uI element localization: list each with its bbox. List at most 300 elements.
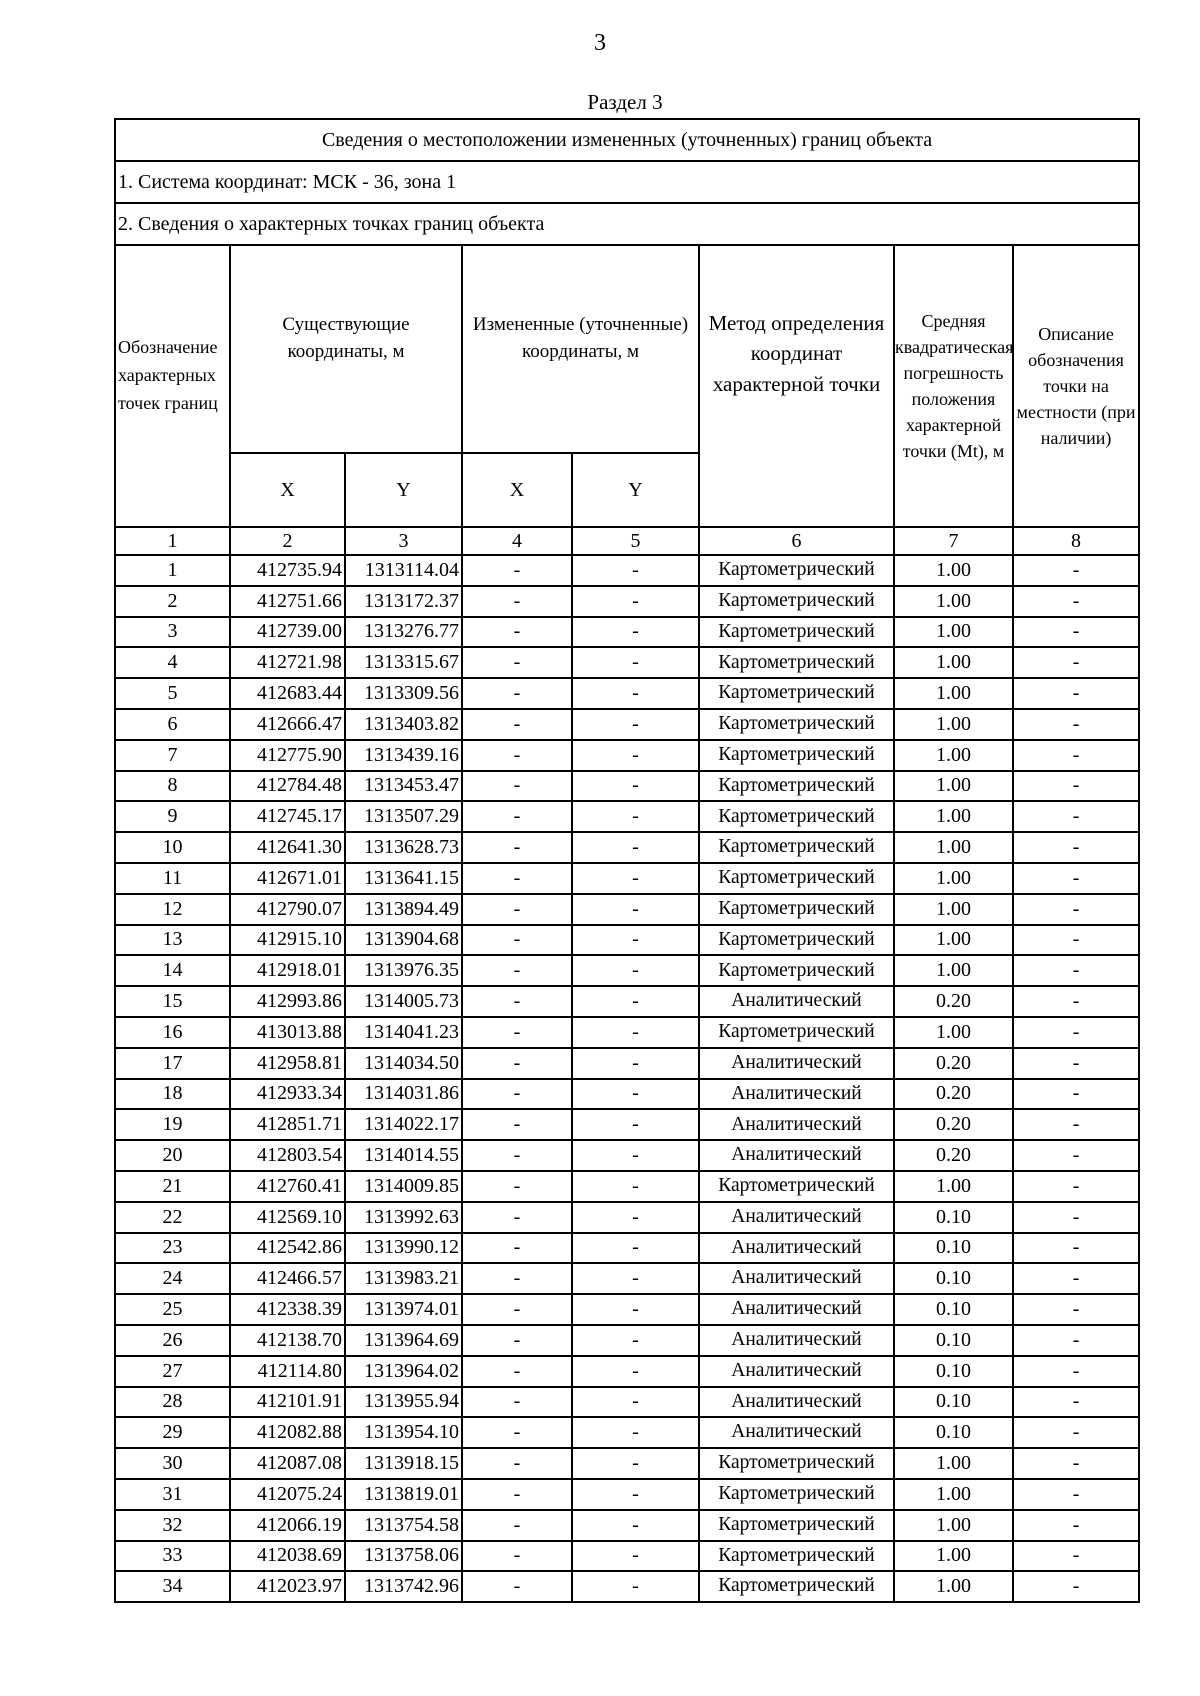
method-value: Картометрический — [699, 1479, 894, 1510]
method-value: Картометрический — [699, 647, 894, 678]
method-value: Картометрический — [699, 832, 894, 863]
method-value: Аналитический — [699, 1202, 894, 1233]
method-value: Картометрический — [699, 740, 894, 771]
changed-x-value: - — [462, 1387, 572, 1418]
error-value: 0.10 — [894, 1202, 1013, 1233]
existing-y-value: 1314014.55 — [345, 1140, 462, 1171]
changed-x-value: - — [462, 1571, 572, 1602]
method-value: Аналитический — [699, 1263, 894, 1294]
point-number: 24 — [115, 1263, 230, 1294]
error-value: 0.10 — [894, 1233, 1013, 1264]
point-number: 5 — [115, 678, 230, 709]
changed-y-value: - — [572, 617, 699, 648]
table-row — [115, 1479, 1139, 1510]
changed-y-value: - — [572, 586, 699, 617]
changed-x-value: - — [462, 1140, 572, 1171]
method-value: Картометрический — [699, 801, 894, 832]
column-number: 1 — [115, 527, 230, 555]
changed-x-value: - — [462, 894, 572, 925]
changed-x-value: - — [462, 801, 572, 832]
error-value: 0.20 — [894, 986, 1013, 1017]
method-value: Аналитический — [699, 986, 894, 1017]
existing-y-value: 1313992.63 — [345, 1202, 462, 1233]
method-value: Картометрический — [699, 1571, 894, 1602]
table-row — [115, 1541, 1139, 1572]
boundary-points-table — [114, 118, 1140, 1603]
existing-y-value: 1313954.10 — [345, 1417, 462, 1448]
existing-y-value: 1313819.01 — [345, 1479, 462, 1510]
changed-x-value: - — [462, 709, 572, 740]
table-row — [115, 1109, 1139, 1140]
existing-y-value: 1314034.50 — [345, 1048, 462, 1079]
point-number: 19 — [115, 1109, 230, 1140]
method-value: Аналитический — [699, 1294, 894, 1325]
column-header-changed: Измененные (уточненные) координаты, м — [462, 245, 699, 453]
existing-y-value: 1313439.16 — [345, 740, 462, 771]
error-value: 1.00 — [894, 740, 1013, 771]
method-value: Картометрический — [699, 863, 894, 894]
changed-x-value: - — [462, 1079, 572, 1110]
description-value: - — [1013, 1325, 1139, 1356]
error-value: 0.20 — [894, 1140, 1013, 1171]
existing-y-value: 1313114.04 — [345, 555, 462, 586]
existing-x-value: 412721.98 — [230, 647, 345, 678]
table-row — [115, 1171, 1139, 1202]
changed-y-value: - — [572, 1325, 699, 1356]
column-number: 3 — [345, 527, 462, 555]
error-value: 0.20 — [894, 1079, 1013, 1110]
page-number: 3 — [594, 30, 606, 56]
table-row — [115, 771, 1139, 802]
changed-y-value: - — [572, 925, 699, 956]
method-value: Картометрический — [699, 1510, 894, 1541]
description-value: - — [1013, 1356, 1139, 1387]
method-value: Аналитический — [699, 1109, 894, 1140]
error-value: 1.00 — [894, 709, 1013, 740]
method-value: Картометрический — [699, 1017, 894, 1048]
description-value: - — [1013, 1479, 1139, 1510]
changed-x-value: - — [462, 1171, 572, 1202]
description-value: - — [1013, 678, 1139, 709]
changed-y-value: - — [572, 1510, 699, 1541]
changed-y-value: - — [572, 1448, 699, 1479]
existing-x-value: 412114.80 — [230, 1356, 345, 1387]
existing-y-value: 1313309.56 — [345, 678, 462, 709]
method-value: Картометрический — [699, 586, 894, 617]
method-value: Аналитический — [699, 1048, 894, 1079]
existing-y-value: 1313742.96 — [345, 1571, 462, 1602]
existing-x-value: 412915.10 — [230, 925, 345, 956]
error-value: 0.10 — [894, 1294, 1013, 1325]
description-value: - — [1013, 555, 1139, 586]
table-row — [115, 1294, 1139, 1325]
error-value: 1.00 — [894, 1571, 1013, 1602]
point-number: 20 — [115, 1140, 230, 1171]
changed-x-value: - — [462, 647, 572, 678]
points-heading-row — [115, 203, 1139, 245]
method-value: Картометрический — [699, 955, 894, 986]
changed-x-value: - — [462, 1541, 572, 1572]
point-number: 6 — [115, 709, 230, 740]
changed-x-value: - — [462, 1017, 572, 1048]
changed-y-value: - — [572, 955, 699, 986]
changed-y-value: - — [572, 1294, 699, 1325]
table-row — [115, 925, 1139, 956]
description-value: - — [1013, 1294, 1139, 1325]
changed-x-value: - — [462, 1202, 572, 1233]
changed-x-value: - — [462, 832, 572, 863]
point-number: 9 — [115, 801, 230, 832]
table-row — [115, 1325, 1139, 1356]
existing-x-value: 412082.88 — [230, 1417, 345, 1448]
existing-x-value: 412993.86 — [230, 986, 345, 1017]
existing-x-value: 412066.19 — [230, 1510, 345, 1541]
point-number: 3 — [115, 617, 230, 648]
error-value: 0.10 — [894, 1263, 1013, 1294]
existing-y-value: 1313983.21 — [345, 1263, 462, 1294]
description-value: - — [1013, 1202, 1139, 1233]
method-value: Картометрический — [699, 1541, 894, 1572]
existing-x-value: 412641.30 — [230, 832, 345, 863]
point-number: 32 — [115, 1510, 230, 1541]
point-number: 27 — [115, 1356, 230, 1387]
section-title: Раздел 3 — [587, 90, 663, 114]
description-value: - — [1013, 925, 1139, 956]
description-value: - — [1013, 1048, 1139, 1079]
changed-y-value: - — [572, 771, 699, 802]
point-number: 26 — [115, 1325, 230, 1356]
description-value: - — [1013, 1079, 1139, 1110]
description-value: - — [1013, 1448, 1139, 1479]
method-value: Картометрический — [699, 1448, 894, 1479]
existing-x-value: 412760.41 — [230, 1171, 345, 1202]
column-number: 2 — [230, 527, 345, 555]
changed-y-value: - — [572, 1541, 699, 1572]
changed-y-value: - — [572, 1479, 699, 1510]
existing-x-value: 412569.10 — [230, 1202, 345, 1233]
table-row — [115, 894, 1139, 925]
existing-x-value: 412466.57 — [230, 1263, 345, 1294]
existing-x-value: 412933.34 — [230, 1079, 345, 1110]
changed-y-value: - — [572, 678, 699, 709]
existing-y-value: 1313955.94 — [345, 1387, 462, 1418]
method-value: Аналитический — [699, 1387, 894, 1418]
method-value: Картометрический — [699, 925, 894, 956]
error-value: 1.00 — [894, 1448, 1013, 1479]
changed-y-value: - — [572, 1140, 699, 1171]
existing-y-value: 1313904.68 — [345, 925, 462, 956]
existing-y-value: 1313507.29 — [345, 801, 462, 832]
table-row — [115, 1387, 1139, 1418]
changed-x-value: - — [462, 1294, 572, 1325]
changed-y-value: - — [572, 1017, 699, 1048]
point-number: 22 — [115, 1202, 230, 1233]
error-value: 1.00 — [894, 1017, 1013, 1048]
column-number: 8 — [1013, 527, 1139, 555]
error-value: 0.10 — [894, 1325, 1013, 1356]
column-header-method: Метод определения координат характерной точки — [699, 245, 894, 527]
table-title-row — [115, 119, 1139, 161]
description-value: - — [1013, 1171, 1139, 1202]
changed-x-value: - — [462, 1048, 572, 1079]
existing-y-value: 1313894.49 — [345, 894, 462, 925]
changed-y-value: - — [572, 1109, 699, 1140]
table-row — [115, 1233, 1139, 1264]
description-value: - — [1013, 1417, 1139, 1448]
existing-y-value: 1314031.86 — [345, 1079, 462, 1110]
existing-y-value: 1314005.73 — [345, 986, 462, 1017]
table-row — [115, 1356, 1139, 1387]
description-value: - — [1013, 832, 1139, 863]
changed-y-value: - — [572, 801, 699, 832]
existing-x-value: 412101.91 — [230, 1387, 345, 1418]
method-value: Аналитический — [699, 1356, 894, 1387]
existing-x-value: 412683.44 — [230, 678, 345, 709]
changed-y-value: - — [572, 986, 699, 1017]
existing-x-value: 413013.88 — [230, 1017, 345, 1048]
description-value: - — [1013, 863, 1139, 894]
table-row — [115, 1048, 1139, 1079]
column-header-changed-y: Y — [572, 453, 699, 527]
point-number: 4 — [115, 647, 230, 678]
description-value: - — [1013, 1017, 1139, 1048]
description-value: - — [1013, 1387, 1139, 1418]
existing-y-value: 1313403.82 — [345, 709, 462, 740]
changed-x-value: - — [462, 1448, 572, 1479]
error-value: 1.00 — [894, 678, 1013, 709]
method-value: Картометрический — [699, 709, 894, 740]
description-value: - — [1013, 617, 1139, 648]
changed-x-value: - — [462, 1325, 572, 1356]
changed-y-value: - — [572, 740, 699, 771]
description-value: - — [1013, 1263, 1139, 1294]
existing-x-value: 412775.90 — [230, 740, 345, 771]
table-row — [115, 678, 1139, 709]
existing-x-value: 412751.66 — [230, 586, 345, 617]
point-number: 18 — [115, 1079, 230, 1110]
changed-x-value: - — [462, 1263, 572, 1294]
existing-y-value: 1313754.58 — [345, 1510, 462, 1541]
method-value: Картометрический — [699, 1171, 894, 1202]
changed-y-value: - — [572, 1387, 699, 1418]
description-value: - — [1013, 740, 1139, 771]
column-header-existing-x: X — [230, 453, 345, 527]
changed-y-value: - — [572, 1571, 699, 1602]
column-header-designation: Обозначение характерных точек границ — [115, 245, 230, 527]
table-body — [115, 119, 1139, 1602]
existing-x-value: 412542.86 — [230, 1233, 345, 1264]
error-value: 1.00 — [894, 832, 1013, 863]
method-value: Картометрический — [699, 771, 894, 802]
error-value: 1.00 — [894, 555, 1013, 586]
table-row — [115, 1263, 1139, 1294]
method-value: Аналитический — [699, 1140, 894, 1171]
error-value: 1.00 — [894, 647, 1013, 678]
point-number: 10 — [115, 832, 230, 863]
point-number: 21 — [115, 1171, 230, 1202]
existing-x-value: 412958.81 — [230, 1048, 345, 1079]
coordinate-system-row — [115, 161, 1139, 203]
changed-y-value: - — [572, 894, 699, 925]
error-value: 1.00 — [894, 1171, 1013, 1202]
changed-x-value: - — [462, 617, 572, 648]
existing-y-value: 1313628.73 — [345, 832, 462, 863]
error-value: 1.00 — [894, 801, 1013, 832]
column-number: 4 — [462, 527, 572, 555]
existing-y-value: 1313453.47 — [345, 771, 462, 802]
column-header-description: Описание обозначения точки на местности (при наличии) — [1013, 245, 1139, 527]
error-value: 0.20 — [894, 1048, 1013, 1079]
table-row — [115, 1202, 1139, 1233]
changed-y-value: - — [572, 1079, 699, 1110]
point-number: 12 — [115, 894, 230, 925]
changed-y-value: - — [572, 647, 699, 678]
error-value: 1.00 — [894, 925, 1013, 956]
error-value: 0.10 — [894, 1387, 1013, 1418]
method-value: Аналитический — [699, 1417, 894, 1448]
changed-x-value: - — [462, 1109, 572, 1140]
description-value: - — [1013, 894, 1139, 925]
description-value: - — [1013, 709, 1139, 740]
changed-x-value: - — [462, 955, 572, 986]
existing-x-value: 412138.70 — [230, 1325, 345, 1356]
existing-y-value: 1314009.85 — [345, 1171, 462, 1202]
point-number: 11 — [115, 863, 230, 894]
column-header-existing-y: Y — [345, 453, 462, 527]
table-row — [115, 1571, 1139, 1602]
existing-y-value: 1313964.69 — [345, 1325, 462, 1356]
point-number: 28 — [115, 1387, 230, 1418]
existing-x-value: 412038.69 — [230, 1541, 345, 1572]
error-value: 1.00 — [894, 586, 1013, 617]
column-header-existing: Существующие координаты, м — [230, 245, 462, 453]
point-number: 31 — [115, 1479, 230, 1510]
point-number: 30 — [115, 1448, 230, 1479]
points-heading: 2. Сведения о характерных точках границ объекта — [115, 203, 1139, 245]
changed-x-value: - — [462, 1479, 572, 1510]
existing-y-value: 1313758.06 — [345, 1541, 462, 1572]
error-value: 1.00 — [894, 771, 1013, 802]
table-row — [115, 1017, 1139, 1048]
changed-y-value: - — [572, 1263, 699, 1294]
existing-x-value: 412671.01 — [230, 863, 345, 894]
changed-y-value: - — [572, 1048, 699, 1079]
point-number: 33 — [115, 1541, 230, 1572]
changed-x-value: - — [462, 771, 572, 802]
point-number: 25 — [115, 1294, 230, 1325]
table-row — [115, 832, 1139, 863]
point-number: 14 — [115, 955, 230, 986]
existing-x-value: 412918.01 — [230, 955, 345, 986]
error-value: 0.20 — [894, 1109, 1013, 1140]
description-value: - — [1013, 986, 1139, 1017]
point-number: 34 — [115, 1571, 230, 1602]
changed-x-value: - — [462, 555, 572, 586]
existing-y-value: 1313641.15 — [345, 863, 462, 894]
changed-y-value: - — [572, 863, 699, 894]
error-value: 1.00 — [894, 617, 1013, 648]
changed-y-value: - — [572, 1417, 699, 1448]
method-value: Аналитический — [699, 1325, 894, 1356]
existing-y-value: 1313276.77 — [345, 617, 462, 648]
description-value: - — [1013, 1510, 1139, 1541]
existing-y-value: 1313974.01 — [345, 1294, 462, 1325]
method-value: Аналитический — [699, 1079, 894, 1110]
table-row — [115, 1140, 1139, 1171]
changed-x-value: - — [462, 863, 572, 894]
description-value: - — [1013, 1109, 1139, 1140]
existing-x-value: 412338.39 — [230, 1294, 345, 1325]
error-value: 1.00 — [894, 955, 1013, 986]
table-row — [115, 1417, 1139, 1448]
column-header-changed-x: X — [462, 453, 572, 527]
changed-y-value: - — [572, 1202, 699, 1233]
table-row — [115, 1079, 1139, 1110]
existing-x-value: 412666.47 — [230, 709, 345, 740]
existing-y-value: 1313976.35 — [345, 955, 462, 986]
description-value: - — [1013, 955, 1139, 986]
description-value: - — [1013, 647, 1139, 678]
point-number: 7 — [115, 740, 230, 771]
method-value: Картометрический — [699, 894, 894, 925]
existing-x-value: 412023.97 — [230, 1571, 345, 1602]
changed-x-value: - — [462, 1233, 572, 1264]
changed-y-value: - — [572, 1233, 699, 1264]
table-row — [115, 617, 1139, 648]
existing-x-value: 412851.71 — [230, 1109, 345, 1140]
point-number: 29 — [115, 1417, 230, 1448]
table-row — [115, 863, 1139, 894]
existing-x-value: 412784.48 — [230, 771, 345, 802]
method-value: Картометрический — [699, 555, 894, 586]
table-row — [115, 647, 1139, 678]
point-number: 8 — [115, 771, 230, 802]
description-value: - — [1013, 1140, 1139, 1171]
existing-x-value: 412087.08 — [230, 1448, 345, 1479]
existing-x-value: 412075.24 — [230, 1479, 345, 1510]
existing-y-value: 1313918.15 — [345, 1448, 462, 1479]
existing-y-value: 1314022.17 — [345, 1109, 462, 1140]
changed-y-value: - — [572, 1171, 699, 1202]
existing-x-value: 412790.07 — [230, 894, 345, 925]
existing-y-value: 1313172.37 — [345, 586, 462, 617]
error-value: 1.00 — [894, 894, 1013, 925]
table-row — [115, 586, 1139, 617]
method-value: Картометрический — [699, 617, 894, 648]
error-value: 1.00 — [894, 1541, 1013, 1572]
method-value: Аналитический — [699, 1233, 894, 1264]
point-number: 16 — [115, 1017, 230, 1048]
existing-x-value: 412745.17 — [230, 801, 345, 832]
column-header-row — [115, 245, 1139, 453]
error-value: 1.00 — [894, 863, 1013, 894]
description-value: - — [1013, 586, 1139, 617]
point-number: 13 — [115, 925, 230, 956]
error-value: 1.00 — [894, 1510, 1013, 1541]
column-header-error: Средняя квадратическая погрешность положения характерной точки (Mt), м — [894, 245, 1013, 527]
description-value: - — [1013, 1571, 1139, 1602]
existing-x-value: 412739.00 — [230, 617, 345, 648]
column-number: 6 — [699, 527, 894, 555]
point-number: 23 — [115, 1233, 230, 1264]
changed-x-value: - — [462, 1417, 572, 1448]
changed-y-value: - — [572, 832, 699, 863]
column-number: 7 — [894, 527, 1013, 555]
table-row — [115, 801, 1139, 832]
column-number-row — [115, 527, 1139, 555]
point-number: 17 — [115, 1048, 230, 1079]
changed-y-value: - — [572, 709, 699, 740]
